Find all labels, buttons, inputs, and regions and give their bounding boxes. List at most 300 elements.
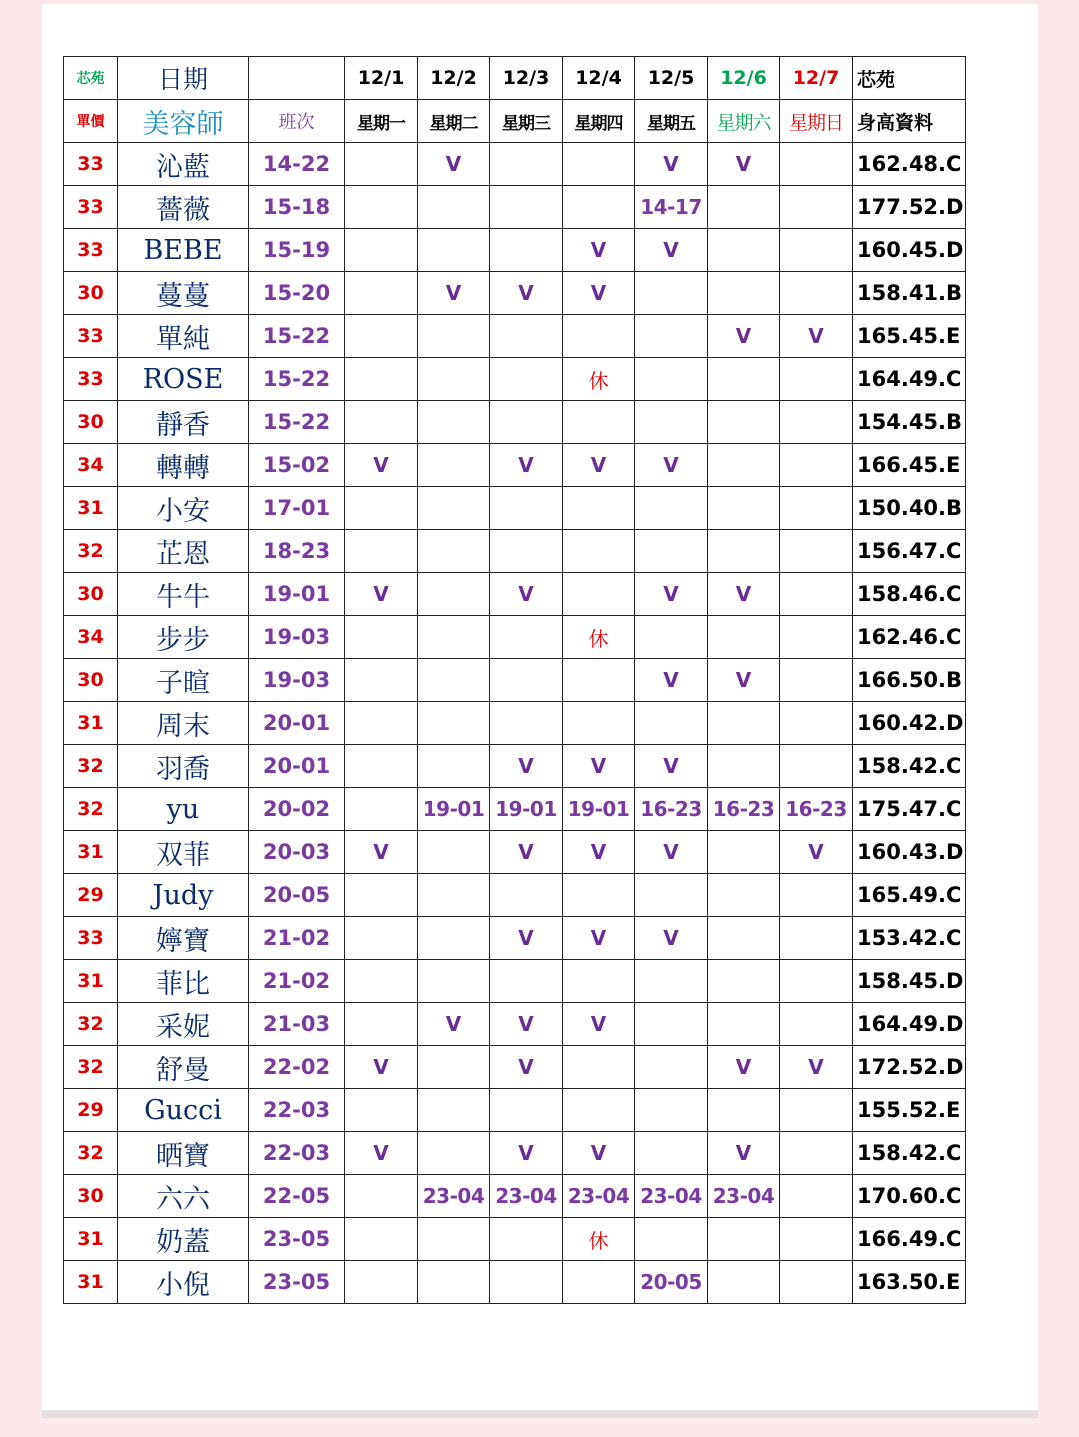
day-cell-sat [708,1261,780,1304]
price-cell: 30 [64,272,118,315]
day-cell-fri [635,401,708,444]
day-cell-sat [708,960,780,1003]
table-row [64,487,966,530]
header-row-dates [64,57,966,100]
shift-cell: 15-22 [249,401,345,444]
day-cell-mon [345,358,418,401]
beautician-name: 轉轉 [118,444,249,487]
header-row-weekdays [64,100,966,143]
day-cell-mon [345,1089,418,1132]
day-cell-sat [708,401,780,444]
weekday-header-sun: 星期日 [780,100,853,143]
shift-cell: 21-02 [249,960,345,1003]
day-cell-sun [780,1003,853,1046]
day-cell-wed [490,186,563,229]
shift-cell: 19-01 [249,573,345,616]
day-cell-wed: V [490,272,563,315]
day-cell-sun [780,616,853,659]
table-row [64,444,966,487]
day-cell-wed: 23-04 [490,1175,563,1218]
price-cell: 31 [64,1218,118,1261]
beautician-name: 步步 [118,616,249,659]
shift-cell: 15-02 [249,444,345,487]
day-cell-tue: V [418,1003,490,1046]
day-cell-thu [563,1261,635,1304]
height-info: 162.46.C [853,616,966,659]
table-row [64,702,966,745]
day-cell-thu [563,1089,635,1132]
beautician-name: 靜香 [118,401,249,444]
table-row [64,1218,966,1261]
day-cell-mon [345,1218,418,1261]
height-info: 155.52.E [853,1089,966,1132]
price-cell: 31 [64,702,118,745]
empty-header-cell [249,57,345,100]
day-cell-tue [418,917,490,960]
height-info: 165.45.E [853,315,966,358]
beautician-name: 六六 [118,1175,249,1218]
day-cell-sat [708,272,780,315]
height-info: 156.47.C [853,530,966,573]
day-cell-thu [563,315,635,358]
day-cell-sat [708,186,780,229]
day-cell-fri [635,616,708,659]
day-cell-fri [635,487,708,530]
weekday-header-mon: 星期一 [345,100,418,143]
day-cell-thu [563,659,635,702]
table-row [64,659,966,702]
day-cell-wed: V [490,745,563,788]
day-cell-fri [635,874,708,917]
day-cell-sat [708,874,780,917]
day-cell-thu: V [563,1003,635,1046]
shift-cell: 21-03 [249,1003,345,1046]
day-cell-thu [563,573,635,616]
day-cell-tue [418,573,490,616]
day-cell-mon [345,530,418,573]
day-cell-sat: V [708,1046,780,1089]
day-cell-mon: V [345,1132,418,1175]
table-row [64,530,966,573]
shift-cell: 14-22 [249,143,345,186]
day-cell-sat: V [708,1132,780,1175]
shift-cell: 20-01 [249,702,345,745]
price-cell: 33 [64,315,118,358]
weekday-header-tue: 星期二 [418,100,490,143]
day-cell-sat: 23-04 [708,1175,780,1218]
day-cell-sun [780,874,853,917]
day-cell-wed [490,960,563,1003]
day-cell-sat [708,745,780,788]
day-cell-thu [563,530,635,573]
date-header-wed: 12/3 [490,57,563,100]
price-cell: 31 [64,960,118,1003]
day-cell-wed [490,1089,563,1132]
day-cell-wed [490,1261,563,1304]
day-cell-thu [563,487,635,530]
day-cell-thu: 19-01 [563,788,635,831]
paper-shadow [42,1410,1038,1418]
table-row [64,960,966,1003]
beautician-name: 牛牛 [118,573,249,616]
table-row [64,401,966,444]
day-cell-sat [708,358,780,401]
shift-cell: 20-02 [249,788,345,831]
day-cell-tue [418,1218,490,1261]
day-cell-sat [708,917,780,960]
brand-label: 芯苑 [853,57,966,100]
price-cell: 32 [64,1003,118,1046]
beautician-name: 小安 [118,487,249,530]
table-row [64,186,966,229]
day-cell-tue: 23-04 [418,1175,490,1218]
day-cell-tue [418,358,490,401]
date-label: 日期 [118,57,249,100]
paper-sheet [42,4,1038,1412]
day-cell-sun [780,358,853,401]
day-cell-mon [345,917,418,960]
height-info: 158.45.D [853,960,966,1003]
day-cell-fri: V [635,831,708,874]
day-cell-fri [635,272,708,315]
day-cell-mon: V [345,1046,418,1089]
day-cell-sun [780,745,853,788]
beautician-name: 子暄 [118,659,249,702]
day-cell-thu [563,1046,635,1089]
beautician-name: Judy [118,874,249,917]
day-cell-thu [563,186,635,229]
price-cell: 33 [64,229,118,272]
day-cell-mon: V [345,444,418,487]
height-label: 身高資料 [853,100,966,143]
table-row [64,272,966,315]
shift-cell: 20-03 [249,831,345,874]
day-cell-mon [345,401,418,444]
price-cell: 32 [64,745,118,788]
beautician-name: 薔薇 [118,186,249,229]
day-cell-sun: V [780,831,853,874]
day-cell-wed [490,659,563,702]
day-cell-thu: 休 [563,1218,635,1261]
day-cell-sun [780,1089,853,1132]
day-cell-wed [490,229,563,272]
price-cell: 33 [64,358,118,401]
beautician-name: Gucci [118,1089,249,1132]
day-cell-mon [345,272,418,315]
table-row [64,1003,966,1046]
day-cell-tue: 19-01 [418,788,490,831]
day-cell-wed: V [490,1046,563,1089]
day-cell-sat [708,444,780,487]
shift-cell: 22-03 [249,1089,345,1132]
shift-cell: 15-22 [249,315,345,358]
day-cell-sat: V [708,315,780,358]
day-cell-sat [708,616,780,659]
price-cell: 30 [64,573,118,616]
day-cell-mon [345,616,418,659]
height-info: 164.49.D [853,1003,966,1046]
day-cell-thu [563,960,635,1003]
day-cell-mon: V [345,573,418,616]
height-info: 158.46.C [853,573,966,616]
shift-cell: 18-23 [249,530,345,573]
day-cell-fri: 16-23 [635,788,708,831]
day-cell-tue [418,1089,490,1132]
weekday-header-wed: 星期三 [490,100,563,143]
day-cell-sun: 16-23 [780,788,853,831]
height-info: 150.40.B [853,487,966,530]
price-cell: 34 [64,444,118,487]
height-info: 175.47.C [853,788,966,831]
day-cell-fri: V [635,917,708,960]
day-cell-fri: V [635,229,708,272]
day-cell-fri [635,702,708,745]
beautician-name: yu [118,788,249,831]
day-cell-thu [563,874,635,917]
day-cell-wed: V [490,444,563,487]
table-row [64,573,966,616]
day-cell-thu: 休 [563,358,635,401]
day-cell-sat: V [708,143,780,186]
beautician-name: 舒曼 [118,1046,249,1089]
day-cell-tue [418,831,490,874]
beautician-name: 菲比 [118,960,249,1003]
day-cell-fri [635,1132,708,1175]
height-info: 162.48.C [853,143,966,186]
day-cell-fri [635,1046,708,1089]
beautician-name: 奶蓋 [118,1218,249,1261]
day-cell-mon [345,745,418,788]
height-info: 170.60.C [853,1175,966,1218]
shift-cell: 23-05 [249,1218,345,1261]
day-cell-thu: V [563,229,635,272]
price-cell: 32 [64,1046,118,1089]
day-cell-tue [418,960,490,1003]
day-cell-tue [418,1132,490,1175]
day-cell-mon [345,1261,418,1304]
day-cell-sat: V [708,659,780,702]
shift-cell: 15-18 [249,186,345,229]
day-cell-mon [345,874,418,917]
day-cell-sun [780,229,853,272]
day-cell-fri [635,315,708,358]
day-cell-tue [418,444,490,487]
day-cell-wed [490,616,563,659]
day-cell-thu [563,143,635,186]
day-cell-fri [635,358,708,401]
day-cell-sun [780,186,853,229]
price-cell: 32 [64,530,118,573]
day-cell-tue: V [418,143,490,186]
day-cell-thu: 休 [563,616,635,659]
price-cell: 29 [64,874,118,917]
day-cell-tue [418,530,490,573]
price-label: 單價 [64,100,118,143]
day-cell-sun: V [780,315,853,358]
day-cell-mon [345,960,418,1003]
shift-cell: 17-01 [249,487,345,530]
day-cell-sat: V [708,573,780,616]
day-cell-sat [708,1089,780,1132]
table-row [64,143,966,186]
day-cell-tue [418,186,490,229]
price-cell: 30 [64,1175,118,1218]
day-cell-wed: V [490,1132,563,1175]
beautician-name: BEBE [118,229,249,272]
day-cell-fri: V [635,659,708,702]
height-info: 166.45.E [853,444,966,487]
shift-cell: 19-03 [249,616,345,659]
height-info: 177.52.D [853,186,966,229]
beautician-name: 嬣寶 [118,917,249,960]
day-cell-mon [345,1175,418,1218]
beautician-name: 單純 [118,315,249,358]
day-cell-sat: 16-23 [708,788,780,831]
day-cell-sun [780,272,853,315]
table-row [64,745,966,788]
day-cell-sun [780,444,853,487]
day-cell-sat [708,530,780,573]
beautician-name: 采妮 [118,1003,249,1046]
date-header-sun: 12/7 [780,57,853,100]
shift-cell: 20-05 [249,874,345,917]
day-cell-sun [780,917,853,960]
day-cell-tue [418,1261,490,1304]
day-cell-fri [635,1089,708,1132]
day-cell-thu: 23-04 [563,1175,635,1218]
day-cell-mon [345,788,418,831]
day-cell-tue [418,616,490,659]
day-cell-mon: V [345,831,418,874]
day-cell-sun [780,1132,853,1175]
day-cell-sat [708,1218,780,1261]
height-info: 172.52.D [853,1046,966,1089]
height-info: 153.42.C [853,917,966,960]
day-cell-sun [780,1218,853,1261]
schedule-table [63,56,966,1304]
day-cell-wed [490,530,563,573]
day-cell-fri [635,960,708,1003]
day-cell-tue [418,229,490,272]
beautician-name: ROSE [118,358,249,401]
day-cell-thu [563,702,635,745]
day-cell-sat [708,1003,780,1046]
price-cell: 31 [64,831,118,874]
day-cell-sun [780,702,853,745]
day-cell-tue [418,702,490,745]
shift-cell: 22-02 [249,1046,345,1089]
day-cell-sun [780,573,853,616]
day-cell-tue [418,487,490,530]
day-cell-tue [418,401,490,444]
day-cell-wed [490,143,563,186]
date-header-mon: 12/1 [345,57,418,100]
price-cell: 33 [64,186,118,229]
day-cell-tue: V [418,272,490,315]
shift-cell: 22-05 [249,1175,345,1218]
day-cell-thu [563,401,635,444]
day-cell-mon [345,186,418,229]
schedule-body [64,143,966,1304]
shift-cell: 23-05 [249,1261,345,1304]
price-cell: 31 [64,1261,118,1304]
table-row [64,616,966,659]
day-cell-sun [780,401,853,444]
height-info: 164.49.C [853,358,966,401]
weekday-header-thu: 星期四 [563,100,635,143]
table-row [64,1261,966,1304]
table-row [64,358,966,401]
day-cell-sun [780,659,853,702]
weekday-header-fri: 星期五 [635,100,708,143]
day-cell-fri: 23-04 [635,1175,708,1218]
beautician-name: 周末 [118,702,249,745]
price-cell: 33 [64,917,118,960]
shift-cell: 15-19 [249,229,345,272]
day-cell-mon [345,487,418,530]
height-info: 158.42.C [853,745,966,788]
height-info: 160.43.D [853,831,966,874]
table-row [64,1089,966,1132]
price-cell: 32 [64,788,118,831]
height-info: 166.49.C [853,1218,966,1261]
price-cell: 31 [64,487,118,530]
day-cell-wed: V [490,573,563,616]
table-row [64,315,966,358]
day-cell-wed: V [490,1003,563,1046]
day-cell-wed: 19-01 [490,788,563,831]
day-cell-wed [490,702,563,745]
height-info: 154.45.B [853,401,966,444]
table-row [64,1132,966,1175]
day-cell-wed [490,358,563,401]
day-cell-thu: V [563,1132,635,1175]
day-cell-sun [780,143,853,186]
day-cell-tue [418,1046,490,1089]
day-cell-mon [345,1003,418,1046]
beautician-name: 羽喬 [118,745,249,788]
beautician-name: 沁藍 [118,143,249,186]
day-cell-tue [418,315,490,358]
height-info: 160.42.D [853,702,966,745]
price-cell: 32 [64,1132,118,1175]
day-cell-tue [418,745,490,788]
table-row [64,1046,966,1089]
table-row [64,874,966,917]
day-cell-wed [490,487,563,530]
date-header-tue: 12/2 [418,57,490,100]
day-cell-sun [780,960,853,1003]
date-header-sat: 12/6 [708,57,780,100]
height-info: 158.41.B [853,272,966,315]
height-info: 158.42.C [853,1132,966,1175]
beautician-name: 蔓蔓 [118,272,249,315]
table-row [64,917,966,960]
table-row [64,788,966,831]
day-cell-sun: V [780,1046,853,1089]
beautician-label: 美容師 [118,100,249,143]
shift-cell: 19-03 [249,659,345,702]
day-cell-thu: V [563,272,635,315]
day-cell-mon [345,659,418,702]
day-cell-fri: V [635,745,708,788]
beautician-name: 小倪 [118,1261,249,1304]
day-cell-mon [345,229,418,272]
day-cell-tue [418,874,490,917]
shift-cell: 21-02 [249,917,345,960]
height-info: 160.45.D [853,229,966,272]
date-header-fri: 12/5 [635,57,708,100]
